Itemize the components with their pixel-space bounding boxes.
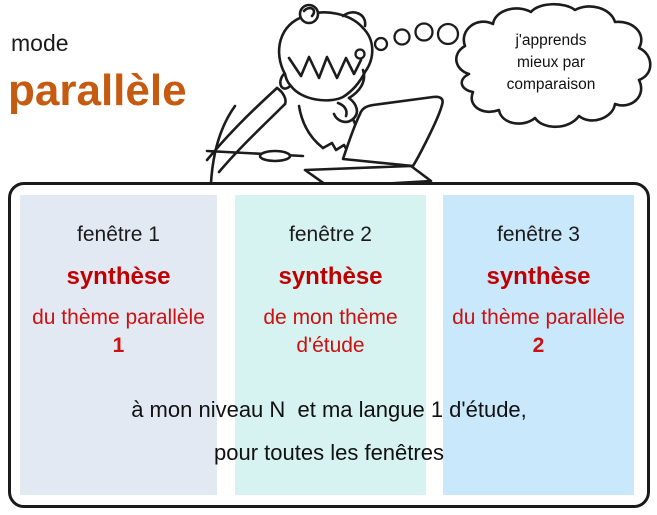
window-subtitle: du thème parallèle bbox=[452, 306, 625, 329]
footer-line-1: à mon niveau N et ma langue 1 d'étude, bbox=[131, 397, 527, 422]
window-title: fenêtre 1 bbox=[77, 223, 160, 246]
thought-line-1: j'apprends bbox=[515, 32, 587, 49]
window-heading: synthèse bbox=[486, 263, 591, 290]
window-heading: synthèse bbox=[66, 263, 171, 290]
mouse-icon bbox=[260, 151, 290, 161]
thought-line-3: comparaison bbox=[506, 76, 596, 93]
window-subtitle: du thème parallèle bbox=[32, 306, 205, 329]
person-at-laptop-illustration bbox=[205, 0, 470, 185]
thought-line-2: mieux par bbox=[516, 54, 586, 71]
body-back-line bbox=[211, 106, 235, 183]
mode-label: mode bbox=[11, 30, 69, 56]
thought-cloud-text bbox=[465, 30, 637, 96]
mode-name-title: parallèle bbox=[8, 66, 187, 115]
laptop-screen bbox=[343, 97, 443, 166]
window-title: fenêtre 2 bbox=[289, 223, 372, 246]
window-subtitle-number: 1 bbox=[112, 334, 125, 357]
panel-footer bbox=[11, 397, 647, 466]
windows-panel bbox=[8, 182, 650, 508]
window-heading: synthèse bbox=[278, 263, 383, 290]
window-subtitle-line2: d'étude bbox=[296, 334, 365, 357]
window-subtitle-number: 2 bbox=[532, 334, 545, 357]
window-title: fenêtre 3 bbox=[497, 223, 580, 246]
footer-line-2: pour toutes les fenêtres bbox=[214, 440, 444, 465]
window-subtitle: de mon thème bbox=[263, 306, 398, 329]
